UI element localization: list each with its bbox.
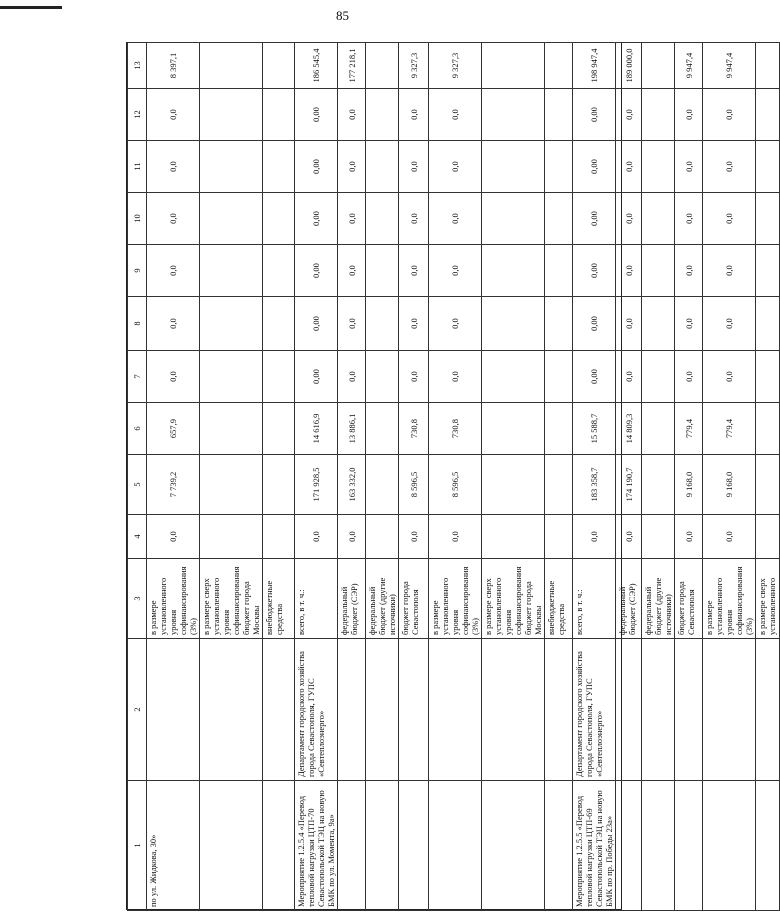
value-cell: 8 596,5 bbox=[429, 455, 482, 515]
value-cell bbox=[545, 193, 573, 245]
value-cell bbox=[482, 43, 545, 89]
value-cell: 9 947,4 bbox=[703, 43, 756, 89]
executor-cell bbox=[616, 639, 642, 781]
table-row bbox=[675, 43, 703, 911]
value-cell: 0,00 bbox=[573, 89, 616, 141]
value-cell bbox=[366, 141, 399, 193]
value-cell bbox=[482, 193, 545, 245]
source-cell: в размере установленного уровня софинансирования (3%) bbox=[147, 559, 200, 639]
table-row bbox=[338, 43, 366, 911]
activity-cell bbox=[703, 781, 756, 911]
value-cell bbox=[366, 193, 399, 245]
rotated-table-container bbox=[127, 43, 777, 911]
source-cell: в размере установленного уровня софинансирования (3%) bbox=[703, 559, 756, 639]
value-cell: 0,0 bbox=[338, 297, 366, 351]
value-cell bbox=[200, 89, 263, 141]
value-cell: 0,00 bbox=[295, 351, 338, 403]
value-cell bbox=[545, 89, 573, 141]
value-cell bbox=[200, 515, 263, 559]
header-row bbox=[128, 43, 147, 911]
value-cell bbox=[545, 297, 573, 351]
executor-cell bbox=[399, 639, 429, 781]
source-cell: в размере сверх установленного уровня софинансирования бюджет города Москвы bbox=[482, 559, 545, 639]
value-cell: 0,00 bbox=[573, 141, 616, 193]
rotated-table-frame bbox=[126, 42, 777, 910]
value-cell: 7 739,2 bbox=[147, 455, 200, 515]
value-cell: 0,0 bbox=[703, 297, 756, 351]
value-cell: 0,0 bbox=[429, 245, 482, 297]
value-cell bbox=[642, 141, 675, 193]
activity-cell: по ул. Жидкова, 30» bbox=[147, 781, 200, 911]
value-cell bbox=[366, 43, 399, 89]
value-cell: 0,0 bbox=[616, 515, 642, 559]
source-cell: федеральный бюджет (другие источники) bbox=[642, 559, 675, 639]
value-cell bbox=[366, 89, 399, 141]
value-cell: 0,0 bbox=[295, 515, 338, 559]
executor-cell bbox=[338, 639, 366, 781]
value-cell: 0,0 bbox=[616, 89, 642, 141]
value-cell: 0,0 bbox=[616, 351, 642, 403]
column-header-11: 11 bbox=[128, 141, 147, 193]
source-cell: всего, в т. ч.: bbox=[573, 559, 616, 639]
value-cell: 9 168,0 bbox=[703, 455, 756, 515]
table-row bbox=[147, 43, 200, 911]
value-cell bbox=[642, 193, 675, 245]
value-cell bbox=[545, 403, 573, 455]
value-cell bbox=[642, 515, 675, 559]
value-cell: 0,0 bbox=[429, 297, 482, 351]
value-cell bbox=[756, 193, 780, 245]
value-cell: 0,0 bbox=[147, 141, 200, 193]
value-cell: 177 218,1 bbox=[338, 43, 366, 89]
value-cell: 171 928,5 bbox=[295, 455, 338, 515]
activity-cell bbox=[366, 781, 399, 911]
value-cell bbox=[756, 351, 780, 403]
table-body bbox=[128, 43, 780, 911]
executor-cell bbox=[263, 639, 295, 781]
column-header-8: 8 bbox=[128, 297, 147, 351]
activity-cell bbox=[263, 781, 295, 911]
value-cell bbox=[263, 141, 295, 193]
value-cell bbox=[366, 351, 399, 403]
value-cell: 0,0 bbox=[616, 141, 642, 193]
value-cell bbox=[545, 141, 573, 193]
value-cell: 0,00 bbox=[295, 89, 338, 141]
value-cell: 0,0 bbox=[675, 351, 703, 403]
value-cell bbox=[482, 141, 545, 193]
executor-cell bbox=[147, 639, 200, 781]
value-cell bbox=[756, 297, 780, 351]
value-cell: 0,0 bbox=[429, 515, 482, 559]
table-row bbox=[756, 43, 780, 911]
column-header-1: 1 bbox=[128, 781, 147, 911]
value-cell: 0,0 bbox=[429, 89, 482, 141]
value-cell: 9 168,0 bbox=[675, 455, 703, 515]
value-cell: 0,0 bbox=[147, 245, 200, 297]
value-cell: 14 809,3 bbox=[616, 403, 642, 455]
value-cell bbox=[263, 193, 295, 245]
value-cell bbox=[642, 351, 675, 403]
table-row bbox=[642, 43, 675, 911]
table-row bbox=[429, 43, 482, 911]
value-cell: 8 397,1 bbox=[147, 43, 200, 89]
value-cell bbox=[545, 43, 573, 89]
activity-cell bbox=[200, 781, 263, 911]
value-cell: 0,0 bbox=[399, 89, 429, 141]
value-cell bbox=[545, 351, 573, 403]
table-row bbox=[263, 43, 295, 911]
value-cell: 0,00 bbox=[573, 193, 616, 245]
executor-cell bbox=[756, 639, 780, 781]
value-cell: 0,0 bbox=[338, 351, 366, 403]
value-cell: 13 886,1 bbox=[338, 403, 366, 455]
value-cell: 779,4 bbox=[703, 403, 756, 455]
value-cell: 15 588,7 bbox=[573, 403, 616, 455]
value-cell: 779,4 bbox=[675, 403, 703, 455]
activity-cell bbox=[429, 781, 482, 911]
value-cell: 0,0 bbox=[675, 89, 703, 141]
value-cell bbox=[200, 193, 263, 245]
source-cell: в размере установленного уровня софинансирования (3%) bbox=[429, 559, 482, 639]
page-number: 85 bbox=[336, 8, 349, 23]
value-cell: 186 545,4 bbox=[295, 43, 338, 89]
value-cell: 730,8 bbox=[399, 403, 429, 455]
value-cell bbox=[200, 297, 263, 351]
value-cell: 657,9 bbox=[147, 403, 200, 455]
activity-cell bbox=[545, 781, 573, 911]
value-cell: 0,0 bbox=[338, 515, 366, 559]
table-row bbox=[616, 43, 642, 911]
executor-cell bbox=[642, 639, 675, 781]
value-cell bbox=[200, 141, 263, 193]
executor-cell bbox=[200, 639, 263, 781]
value-cell bbox=[482, 515, 545, 559]
value-cell: 0,0 bbox=[703, 245, 756, 297]
column-header-12: 12 bbox=[128, 89, 147, 141]
value-cell: 0,0 bbox=[616, 297, 642, 351]
source-cell: бюджет города Севастополя bbox=[399, 559, 429, 639]
column-header-10: 10 bbox=[128, 193, 147, 245]
source-cell: всего, в т. ч.: bbox=[295, 559, 338, 639]
value-cell bbox=[263, 43, 295, 89]
value-cell: 0,0 bbox=[616, 193, 642, 245]
value-cell bbox=[200, 455, 263, 515]
value-cell bbox=[545, 245, 573, 297]
header-rule bbox=[0, 6, 62, 9]
value-cell: 0,00 bbox=[295, 297, 338, 351]
executor-cell bbox=[703, 639, 756, 781]
value-cell: 0,00 bbox=[573, 245, 616, 297]
activity-cell bbox=[399, 781, 429, 911]
value-cell: 0,0 bbox=[703, 515, 756, 559]
source-cell: внебюджетные средства bbox=[263, 559, 295, 639]
value-cell: 163 332,0 bbox=[338, 455, 366, 515]
value-cell bbox=[200, 351, 263, 403]
value-cell bbox=[482, 403, 545, 455]
activity-cell bbox=[482, 781, 545, 911]
value-cell bbox=[366, 245, 399, 297]
table-row bbox=[399, 43, 429, 911]
source-cell: федеральный бюджет (СЭР) bbox=[616, 559, 642, 639]
table-row bbox=[366, 43, 399, 911]
value-cell bbox=[366, 297, 399, 351]
value-cell: 0,00 bbox=[573, 351, 616, 403]
source-cell: внебюджетные средства bbox=[545, 559, 573, 639]
value-cell bbox=[366, 515, 399, 559]
value-cell: 0,0 bbox=[338, 245, 366, 297]
value-cell: 0,00 bbox=[295, 141, 338, 193]
executor-cell: Департамент городского хозяйства города Севастополя, ГУПС «Севтеплоэнерго» bbox=[573, 639, 616, 781]
value-cell: 198 947,4 bbox=[573, 43, 616, 89]
value-cell: 0,0 bbox=[147, 515, 200, 559]
value-cell: 189 000,0 bbox=[616, 43, 642, 89]
value-cell: 0,0 bbox=[147, 351, 200, 403]
value-cell bbox=[545, 515, 573, 559]
value-cell bbox=[756, 43, 780, 89]
funding-table bbox=[127, 42, 780, 911]
value-cell bbox=[642, 43, 675, 89]
value-cell: 0,0 bbox=[338, 141, 366, 193]
table-row bbox=[200, 43, 263, 911]
table-row bbox=[295, 43, 338, 911]
value-cell: 8 596,5 bbox=[399, 455, 429, 515]
value-cell: 0,0 bbox=[147, 193, 200, 245]
executor-cell bbox=[429, 639, 482, 781]
value-cell bbox=[482, 89, 545, 141]
value-cell bbox=[263, 351, 295, 403]
source-cell: федеральный бюджет (другие источники) bbox=[366, 559, 399, 639]
column-header-4: 4 bbox=[128, 515, 147, 559]
value-cell: 174 190,7 bbox=[616, 455, 642, 515]
executor-cell: Департамент городского хозяйства города Севастополя, ГУПС «Севтеплоэнерго» bbox=[295, 639, 338, 781]
value-cell bbox=[756, 141, 780, 193]
value-cell: 9 327,3 bbox=[429, 43, 482, 89]
table-row bbox=[545, 43, 573, 911]
executor-cell bbox=[366, 639, 399, 781]
value-cell: 0,0 bbox=[703, 193, 756, 245]
source-cell: в размере сверх установленного уровня софинансирования бюджет города Москвы bbox=[200, 559, 263, 639]
value-cell: 0,0 bbox=[675, 245, 703, 297]
value-cell: 0,00 bbox=[295, 193, 338, 245]
value-cell bbox=[200, 43, 263, 89]
value-cell: 0,0 bbox=[616, 245, 642, 297]
executor-cell bbox=[675, 639, 703, 781]
executor-cell bbox=[545, 639, 573, 781]
activity-cell bbox=[675, 781, 703, 911]
value-cell: 0,0 bbox=[429, 193, 482, 245]
value-cell: 9 947,4 bbox=[675, 43, 703, 89]
column-header-7: 7 bbox=[128, 351, 147, 403]
value-cell: 730,8 bbox=[429, 403, 482, 455]
value-cell bbox=[263, 515, 295, 559]
value-cell bbox=[642, 89, 675, 141]
value-cell: 0,0 bbox=[703, 351, 756, 403]
value-cell: 0,0 bbox=[338, 193, 366, 245]
value-cell: 0,0 bbox=[399, 141, 429, 193]
value-cell: 14 616,9 bbox=[295, 403, 338, 455]
value-cell bbox=[756, 403, 780, 455]
executor-cell bbox=[482, 639, 545, 781]
value-cell: 0,00 bbox=[295, 245, 338, 297]
value-cell: 0,0 bbox=[675, 297, 703, 351]
value-cell: 9 327,3 bbox=[399, 43, 429, 89]
value-cell: 0,0 bbox=[399, 515, 429, 559]
value-cell: 0,0 bbox=[573, 515, 616, 559]
value-cell: 0,0 bbox=[399, 245, 429, 297]
value-cell bbox=[642, 403, 675, 455]
table-row bbox=[573, 43, 616, 911]
value-cell bbox=[366, 403, 399, 455]
value-cell bbox=[642, 455, 675, 515]
value-cell: 0,0 bbox=[703, 89, 756, 141]
value-cell bbox=[200, 403, 263, 455]
value-cell bbox=[482, 245, 545, 297]
value-cell bbox=[263, 89, 295, 141]
value-cell bbox=[756, 89, 780, 141]
value-cell: 0,0 bbox=[429, 351, 482, 403]
value-cell: 0,0 bbox=[675, 141, 703, 193]
value-cell bbox=[756, 515, 780, 559]
activity-cell: Мероприятие 1.2.5.4 «Перевод тепловой нагрузки ЦТП-70 Севастопольской ТЭЦ на новую БМК по ул. Момента, 9а» bbox=[295, 781, 338, 911]
value-cell: 0,0 bbox=[703, 141, 756, 193]
column-header-6: 6 bbox=[128, 403, 147, 455]
value-cell bbox=[263, 403, 295, 455]
value-cell bbox=[263, 245, 295, 297]
activity-cell bbox=[338, 781, 366, 911]
column-header-9: 9 bbox=[128, 245, 147, 297]
value-cell bbox=[545, 455, 573, 515]
column-header-5: 5 bbox=[128, 455, 147, 515]
value-cell bbox=[482, 297, 545, 351]
value-cell: 0,00 bbox=[573, 297, 616, 351]
activity-cell bbox=[756, 781, 780, 911]
value-cell: 0,0 bbox=[399, 351, 429, 403]
column-header-2: 2 bbox=[128, 639, 147, 781]
value-cell bbox=[756, 245, 780, 297]
value-cell: 0,0 bbox=[147, 89, 200, 141]
value-cell: 0,0 bbox=[399, 193, 429, 245]
source-cell: в размере сверх установленного bbox=[756, 559, 780, 639]
value-cell bbox=[200, 245, 263, 297]
source-cell: федеральный бюджет (СЭР) bbox=[338, 559, 366, 639]
value-cell bbox=[482, 351, 545, 403]
value-cell: 0,0 bbox=[429, 141, 482, 193]
column-header-13: 13 bbox=[128, 43, 147, 89]
activity-cell bbox=[616, 781, 642, 911]
value-cell bbox=[756, 455, 780, 515]
value-cell bbox=[642, 297, 675, 351]
value-cell: 0,0 bbox=[399, 297, 429, 351]
activity-cell bbox=[642, 781, 675, 911]
activity-cell: Мероприятие 1.2.5.5 «Перевод тепловой нагрузки ЦТП-69 Севастопольской ТЭЦ на новую БМК по пр. Победы 23а» bbox=[573, 781, 616, 911]
value-cell: 183 358,7 bbox=[573, 455, 616, 515]
value-cell: 0,0 bbox=[338, 89, 366, 141]
value-cell bbox=[263, 455, 295, 515]
value-cell: 0,0 bbox=[147, 297, 200, 351]
column-header-3: 3 bbox=[128, 559, 147, 639]
value-cell bbox=[482, 455, 545, 515]
value-cell: 0,0 bbox=[675, 193, 703, 245]
value-cell bbox=[366, 455, 399, 515]
source-cell: бюджет города Севастополя bbox=[675, 559, 703, 639]
table-row bbox=[482, 43, 545, 911]
value-cell bbox=[642, 245, 675, 297]
value-cell bbox=[263, 297, 295, 351]
table-row bbox=[703, 43, 756, 911]
value-cell: 0,0 bbox=[675, 515, 703, 559]
